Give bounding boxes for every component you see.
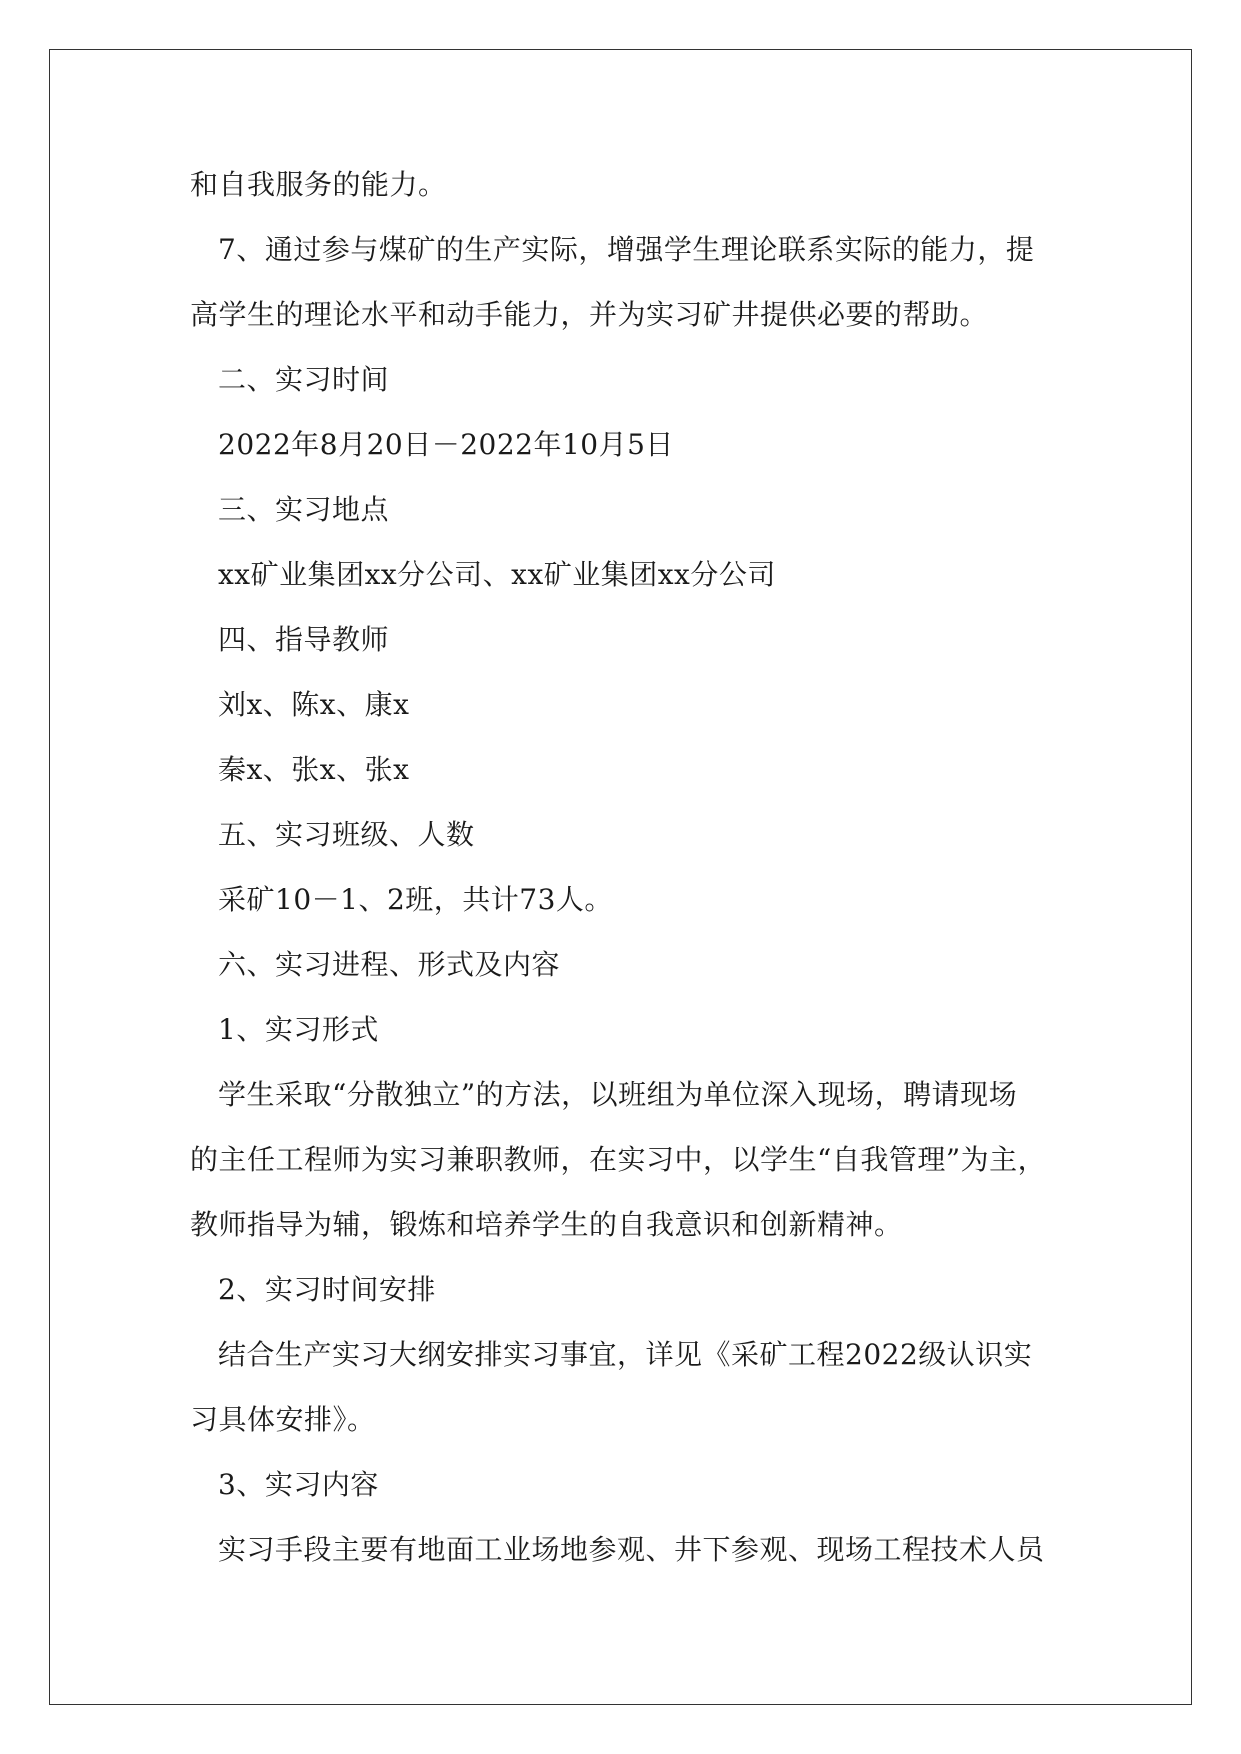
paragraph-line: 2022年8月20日－2022年10月5日	[218, 428, 674, 461]
section-heading: 二、实习时间	[218, 363, 390, 396]
section-heading: 三、实习地点	[218, 493, 390, 526]
paragraph-line: 和自我服务的能力。	[190, 168, 447, 201]
paragraph-line: 教师指导为辅，锻炼和培养学生的自我意识和创新精神。	[190, 1208, 903, 1241]
document-body	[190, 152, 1050, 1582]
section-heading: 六、实习进程、形式及内容	[218, 948, 561, 981]
paragraph-line: 的主任工程师为实习兼职教师，在实习中，以学生“自我管理”为主，	[190, 1143, 1047, 1176]
subsection-heading: 2、实习时间安排	[218, 1273, 436, 1306]
paragraph-line: 秦x、张x、张x	[218, 753, 410, 786]
paragraph-line: 刘x、陈x、康x	[218, 688, 410, 721]
paragraph-line: xx矿业集团xx分公司、xx矿业集团xx分公司	[218, 558, 776, 591]
subsection-heading: 3、实习内容	[218, 1468, 379, 1501]
paragraph-line: 实习手段主要有地面工业场地参观、井下参观、现场工程技术人员	[218, 1533, 1045, 1566]
paragraph-line: 采矿10－1、2班，共计73人。	[218, 883, 613, 916]
paragraph-line: 高学生的理论水平和动手能力，并为实习矿井提供必要的帮助。	[190, 298, 989, 331]
subsection-heading: 1、实习形式	[218, 1013, 379, 1046]
paragraph-line: 7、通过参与煤矿的生产实际，增强学生理论联系实际的能力，提	[218, 233, 1035, 266]
paragraph-line: 学生采取“分散独立”的方法，以班组为单位深入现场，聘请现场	[218, 1078, 1018, 1111]
section-heading: 四、指导教师	[218, 623, 390, 656]
paragraph-line: 结合生产实习大纲安排实习事宜，详见《采矿工程2022级认识实	[218, 1338, 1033, 1371]
section-heading: 五、实习班级、人数	[218, 818, 475, 851]
paragraph-line: 习具体安排》。	[190, 1403, 376, 1436]
